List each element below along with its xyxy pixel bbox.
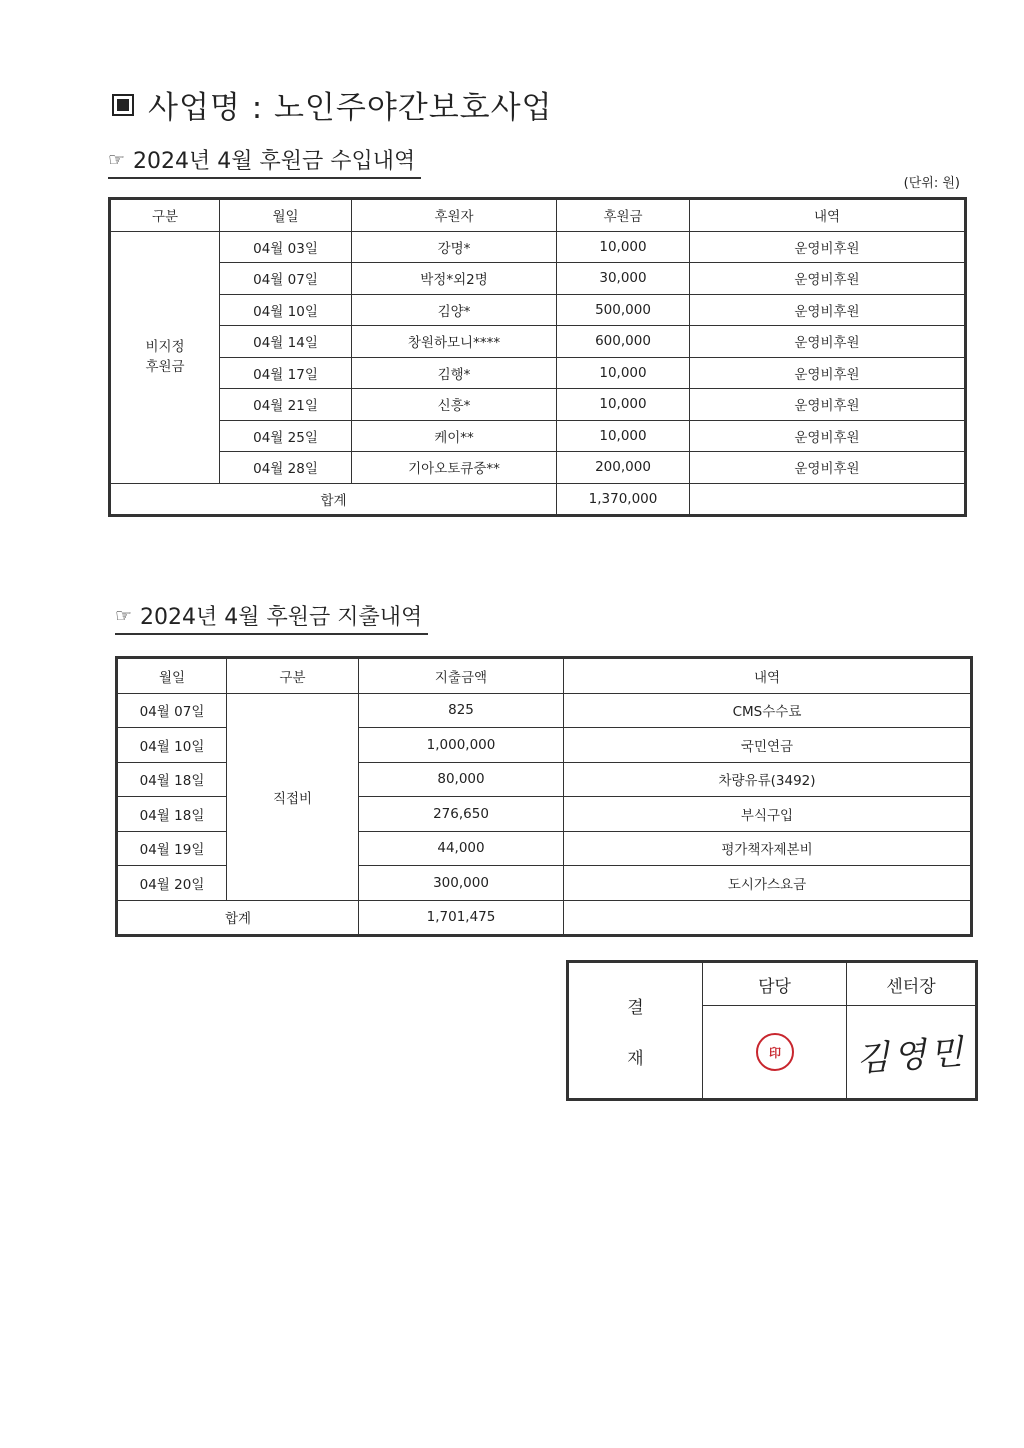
amount-cell: 10,000 <box>557 420 690 452</box>
approval-label <box>568 962 703 1100</box>
date-cell: 04월 20일 <box>117 866 227 901</box>
filled-square-icon <box>112 94 134 116</box>
column-header: 구분 <box>227 658 359 694</box>
note-cell: 도시가스요금 <box>564 866 972 901</box>
donor-cell: 신흥* <box>352 389 557 421</box>
note-cell: 운영비후원 <box>690 357 966 389</box>
table-row <box>110 231 966 263</box>
total-row <box>110 483 966 516</box>
date-cell: 04월 14일 <box>220 326 352 358</box>
signature: 김영민 <box>854 1031 968 1080</box>
date-cell: 04월 10일 <box>117 728 227 763</box>
donor-cell: 기아오토큐중** <box>352 452 557 484</box>
category-cell <box>110 231 220 483</box>
date-cell: 04월 19일 <box>117 831 227 866</box>
total-row <box>117 900 972 936</box>
column-header: 월일 <box>117 658 227 694</box>
note-cell: 운영비후원 <box>690 420 966 452</box>
staff-seal-cell <box>703 1006 847 1100</box>
table-row <box>110 294 966 326</box>
total-label: 합계 <box>110 483 557 516</box>
expense-table <box>115 656 973 937</box>
donor-cell: 박정*외2명 <box>352 263 557 295</box>
donor-cell: 김양* <box>352 294 557 326</box>
note-cell: 운영비후원 <box>690 263 966 295</box>
total-note-empty <box>690 483 966 516</box>
column-header: 내역 <box>564 658 972 694</box>
note-cell: 차량유류(3492) <box>564 762 972 797</box>
note-cell: 운영비후원 <box>690 231 966 263</box>
date-cell: 04월 03일 <box>220 231 352 263</box>
income-header-row <box>110 199 966 232</box>
expense-heading-text: 2024년 4월 후원금 지출내역 <box>140 605 423 630</box>
date-cell: 04월 18일 <box>117 762 227 797</box>
date-cell: 04월 18일 <box>117 797 227 832</box>
category-label: 후원금 <box>145 359 185 375</box>
date-cell: 04월 10일 <box>220 294 352 326</box>
unit-note: (단위: 원) <box>903 176 960 191</box>
amount-cell: 300,000 <box>359 866 564 901</box>
expense-heading <box>115 600 428 635</box>
approval-box <box>566 960 978 1101</box>
date-cell: 04월 25일 <box>220 420 352 452</box>
donor-cell: 김행* <box>352 357 557 389</box>
table-row <box>110 420 966 452</box>
note-cell: 운영비후원 <box>690 326 966 358</box>
table-row <box>117 693 972 728</box>
donor-cell: 창원하모니**** <box>352 326 557 358</box>
pointing-hand-icon: ☞ <box>115 604 133 627</box>
total-note-empty <box>564 900 972 936</box>
amount-cell: 276,650 <box>359 797 564 832</box>
table-row <box>110 326 966 358</box>
approval-label-1: 결 <box>627 997 644 1018</box>
amount-cell: 1,000,000 <box>359 728 564 763</box>
note-cell: 평가책자제본비 <box>564 831 972 866</box>
income-heading <box>108 144 421 179</box>
table-row <box>110 357 966 389</box>
income-table <box>108 197 967 517</box>
table-row <box>110 452 966 484</box>
date-cell: 04월 28일 <box>220 452 352 484</box>
amount-cell: 80,000 <box>359 762 564 797</box>
page-title <box>112 82 553 127</box>
note-cell: 운영비후원 <box>690 452 966 484</box>
date-cell: 04월 17일 <box>220 357 352 389</box>
page-title-text: 사업명 : 노인주야간보호사업 <box>148 90 553 126</box>
note-cell: CMS수수료 <box>564 693 972 728</box>
table-row <box>110 263 966 295</box>
donor-cell: 강명* <box>352 231 557 263</box>
amount-cell: 10,000 <box>557 357 690 389</box>
note-cell: 운영비후원 <box>690 294 966 326</box>
note-cell: 운영비후원 <box>690 389 966 421</box>
approval-label-2: 재 <box>627 1048 644 1069</box>
amount-cell: 500,000 <box>557 294 690 326</box>
date-cell: 04월 07일 <box>117 693 227 728</box>
amount-cell: 30,000 <box>557 263 690 295</box>
note-cell: 국민연금 <box>564 728 972 763</box>
donor-cell: 케이** <box>352 420 557 452</box>
role-director: 센터장 <box>847 962 977 1006</box>
role-staff: 담당 <box>703 962 847 1006</box>
column-header: 후원자 <box>352 199 557 232</box>
director-signature-cell <box>847 1006 977 1100</box>
note-cell: 부식구입 <box>564 797 972 832</box>
income-heading-text: 2024년 4월 후원금 수입내역 <box>133 149 416 174</box>
amount-cell: 200,000 <box>557 452 690 484</box>
amount-cell: 825 <box>359 693 564 728</box>
column-header: 지출금액 <box>359 658 564 694</box>
seal-stamp: 印 <box>756 1033 794 1071</box>
total-amount: 1,701,475 <box>359 900 564 936</box>
total-amount: 1,370,000 <box>557 483 690 516</box>
pointing-hand-icon: ☞ <box>108 148 126 171</box>
category-label: 비지정 <box>145 339 185 355</box>
category-cell: 직접비 <box>227 693 359 900</box>
date-cell: 04월 07일 <box>220 263 352 295</box>
date-cell: 04월 21일 <box>220 389 352 421</box>
column-header: 구분 <box>110 199 220 232</box>
column-header: 내역 <box>690 199 966 232</box>
table-row <box>110 389 966 421</box>
column-header: 후원금 <box>557 199 690 232</box>
amount-cell: 10,000 <box>557 389 690 421</box>
expense-header-row <box>117 658 972 694</box>
amount-cell: 10,000 <box>557 231 690 263</box>
amount-cell: 600,000 <box>557 326 690 358</box>
column-header: 월일 <box>220 199 352 232</box>
amount-cell: 44,000 <box>359 831 564 866</box>
total-label: 합계 <box>117 900 359 936</box>
